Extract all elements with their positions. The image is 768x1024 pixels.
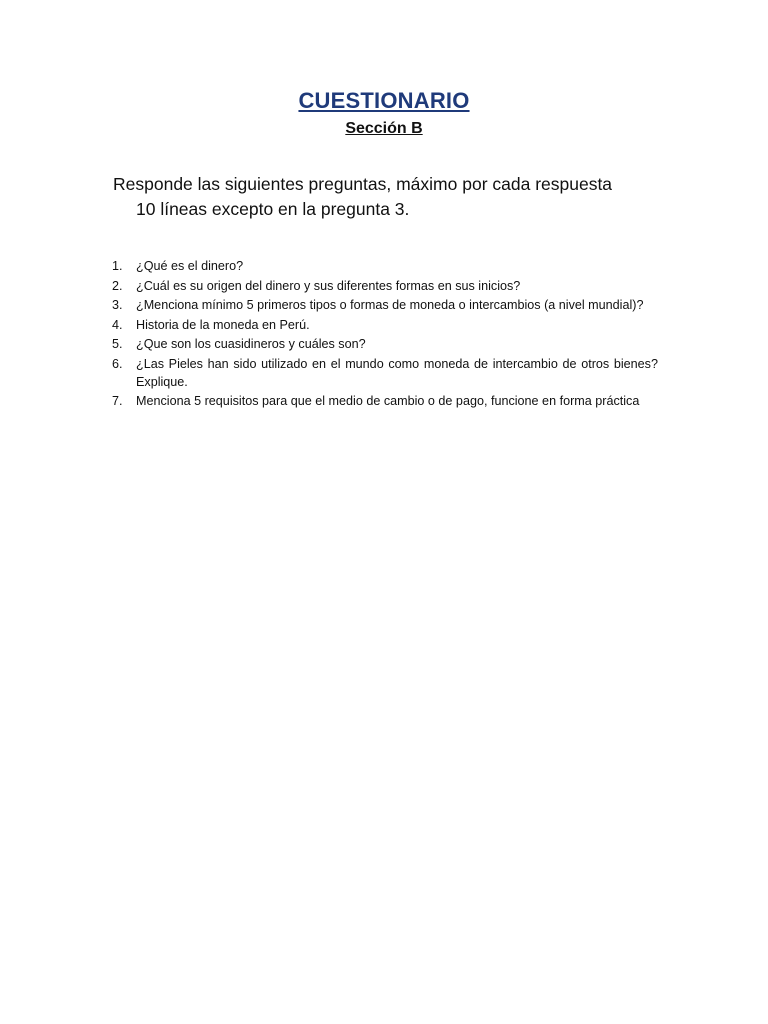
question-text: ¿Que son los cuasidineros y cuáles son? (136, 337, 366, 351)
question-number: 6. (112, 356, 123, 371)
question-item (112, 355, 658, 391)
question-number: 4. (112, 317, 123, 332)
question-item (112, 257, 658, 275)
question-item (112, 392, 658, 410)
section-subtitle: Sección B (345, 120, 423, 137)
question-number: 2. (112, 278, 123, 293)
question-text: Menciona 5 requisitos para que el medio de cambio o de pago, funcione en forma práctica (136, 394, 640, 408)
question-text: ¿Qué es el dinero? (136, 259, 244, 273)
question-text: ¿Las Pieles han sido utilizado en el mundo como moneda de intercambio de otros bienes? Explique. (136, 356, 658, 389)
question-list (112, 257, 658, 412)
question-text: ¿Cuál es su origen del dinero y sus diferentes formas en sus inicios? (136, 278, 521, 293)
question-number: 7. (112, 394, 123, 408)
question-number: 1. (112, 259, 123, 273)
question-text: Historia de la moneda en Perú. (136, 317, 310, 332)
question-text: ¿Menciona mínimo 5 primeros tipos o formas de moneda o intercambios (a nivel mundial)? (136, 298, 644, 312)
question-item (112, 335, 658, 353)
question-number: 3. (112, 298, 123, 312)
question-item (112, 296, 658, 314)
question-number: 5. (112, 337, 123, 351)
instructions-line-1: Responde las siguientes preguntas, máximo por cada respuesta (113, 174, 613, 194)
question-item (112, 316, 658, 334)
document-title: CUESTIONARIO (298, 88, 470, 113)
question-item (112, 277, 658, 295)
instructions-line-2: 10 líneas excepto en la pregunta 3. (136, 199, 410, 219)
instructions-paragraph (113, 172, 658, 222)
